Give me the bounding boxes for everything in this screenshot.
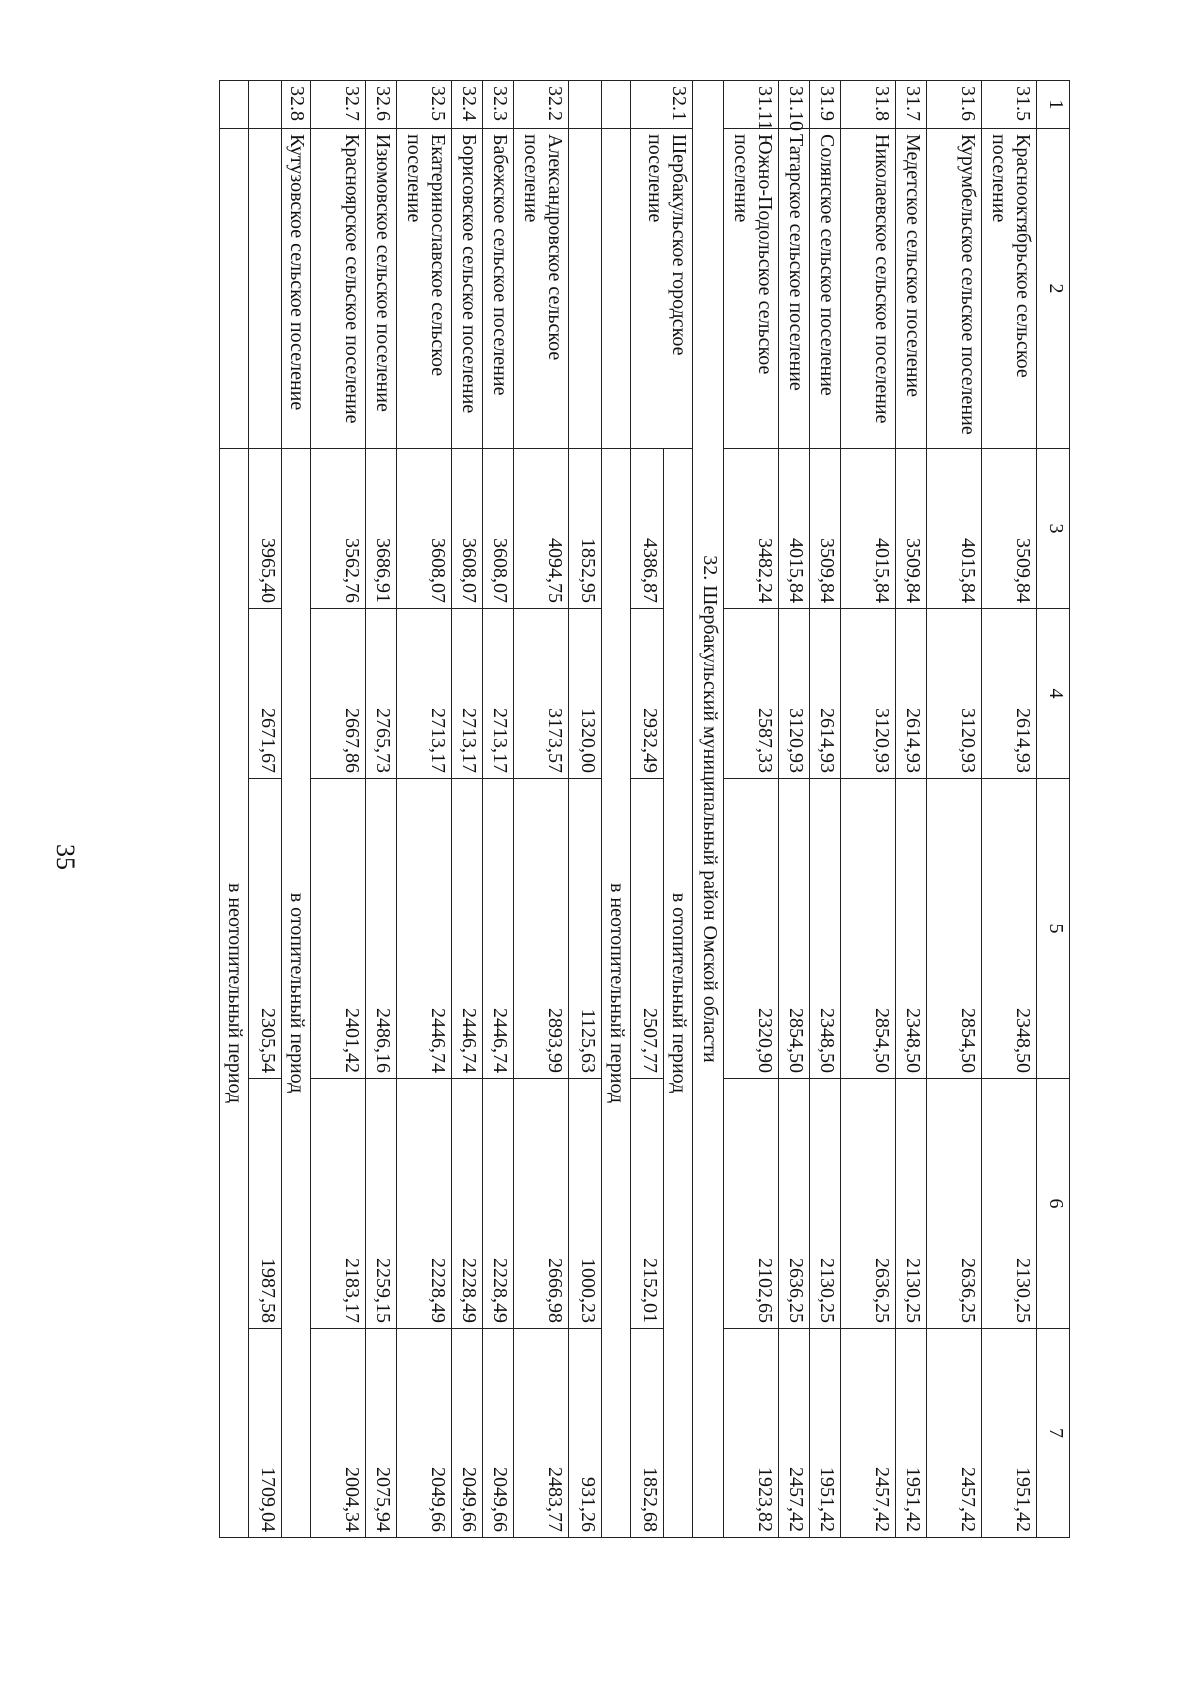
row-name: Краснооктябрьское сельское поселение	[982, 129, 1037, 449]
cell-col7: 2049,66	[483, 1329, 514, 1538]
cell-col6: 2666,98	[514, 1079, 569, 1329]
cell-col4: 2667,86	[311, 609, 366, 779]
cell-col7: 931,26	[569, 1329, 602, 1538]
cell-col6: 2636,25	[927, 1079, 982, 1329]
row-name: Курумбельское сельское поселение	[927, 129, 982, 449]
section-title: 32. Шербакульский муниципальный район Омской области	[693, 81, 724, 1538]
cell-col5: 2305,54	[249, 779, 282, 1079]
row-id: 32.7	[311, 81, 366, 129]
cell-col3: 3509,84	[982, 449, 1037, 609]
cell-col4: 2671,67	[249, 609, 282, 779]
cell-col5: 2446,74	[483, 779, 514, 1079]
header-row	[1037, 81, 1070, 1538]
cell-col3: 4015,84	[927, 449, 982, 609]
period-row	[220, 81, 249, 1538]
cell-col3: 4094,75	[514, 449, 569, 609]
table-row	[896, 81, 927, 1538]
row-id: 31.6	[927, 81, 982, 129]
row-name: Борисовское сельское поселение	[452, 129, 483, 449]
period-row	[664, 81, 693, 1538]
empty-cell	[220, 81, 249, 129]
cell-col3: 3686,91	[366, 449, 397, 609]
cell-col7: 1709,04	[249, 1329, 282, 1538]
cell-col4: 2614,93	[896, 609, 927, 779]
cell-col6: 1987,58	[249, 1079, 282, 1329]
cell-col7: 2004,34	[311, 1329, 366, 1538]
cell-col7: 1951,42	[982, 1329, 1037, 1538]
cell-col3: 3509,84	[896, 449, 927, 609]
row-id: 32.3	[483, 81, 514, 129]
row-id: 32.6	[366, 81, 397, 129]
table-row	[249, 81, 282, 1538]
cell-col6: 2636,25	[779, 1079, 810, 1329]
cell-col4: 3120,93	[927, 609, 982, 779]
header-cell: 4	[1037, 609, 1070, 779]
cell-col6: 1000,23	[569, 1079, 602, 1329]
cell-col4: 2713,17	[397, 609, 452, 779]
row-name: Кутузовское сельское поселение	[282, 129, 311, 449]
header-cell: 6	[1037, 1079, 1070, 1329]
table-row	[397, 81, 452, 1538]
cell-col4: 2713,17	[483, 609, 514, 779]
header-cell: 5	[1037, 779, 1070, 1079]
section-row	[693, 81, 724, 1538]
cell-col4: 1320,00	[569, 609, 602, 779]
row-id: 31.5	[982, 81, 1037, 129]
cell-col3: 4015,84	[779, 449, 810, 609]
row-name: Александровское сельское поселение	[514, 129, 569, 449]
rotated-table-container	[120, 80, 1070, 1537]
cell-col4: 2713,17	[452, 609, 483, 779]
cell-col6: 2130,25	[982, 1079, 1037, 1329]
row-name: Татарское сельское поселение	[779, 129, 810, 449]
cell-col6: 2183,17	[311, 1079, 366, 1329]
table-row	[841, 81, 896, 1538]
empty-cell	[249, 81, 282, 129]
cell-col6: 2102,65	[724, 1079, 779, 1329]
table-row	[311, 81, 366, 1538]
table-row	[810, 81, 841, 1538]
cell-col6: 2636,25	[841, 1079, 896, 1329]
cell-col7: 1923,82	[724, 1329, 779, 1538]
empty-cell	[569, 129, 602, 449]
empty-cell	[602, 129, 631, 449]
cell-col4: 3120,93	[779, 609, 810, 779]
table-row	[366, 81, 397, 1538]
cell-col5: 2486,16	[366, 779, 397, 1079]
cell-col5: 1125,63	[569, 779, 602, 1079]
cell-col5: 2320,90	[724, 779, 779, 1079]
cell-col6: 2228,49	[397, 1079, 452, 1329]
row-id: 31.11	[724, 81, 779, 129]
period-label-non-heating: в неотопительный период	[602, 449, 631, 1538]
row-id: 31.8	[841, 81, 896, 129]
row-name: Екатеринославское сельское поселение	[397, 129, 452, 449]
cell-col7: 2049,66	[397, 1329, 452, 1538]
cell-col3: 1852,95	[569, 449, 602, 609]
cell-col3: 3509,84	[810, 449, 841, 609]
cell-col6: 2228,49	[452, 1079, 483, 1329]
cell-col3: 3965,40	[249, 449, 282, 609]
cell-col4: 2614,93	[810, 609, 841, 779]
cell-col5: 2401,42	[311, 779, 366, 1079]
empty-cell	[569, 81, 602, 129]
cell-col7: 1951,42	[810, 1329, 841, 1538]
cell-col6: 2259,15	[366, 1079, 397, 1329]
empty-cell	[249, 129, 282, 449]
row-id: 32.5	[397, 81, 452, 129]
row-id: 32.8	[282, 81, 311, 129]
cell-col5: 2446,74	[397, 779, 452, 1079]
tariff-table	[219, 80, 1070, 1538]
empty-cell	[220, 129, 249, 449]
row-id: 32.2	[514, 81, 569, 129]
cell-col5: 2446,74	[452, 779, 483, 1079]
cell-col4: 2932,49	[631, 609, 664, 779]
header-cell: 1	[1037, 81, 1070, 129]
period-label-non-heating: в неотопительный период	[220, 449, 249, 1538]
table-row	[927, 81, 982, 1538]
row-id: 31.10	[779, 81, 810, 129]
cell-col4: 2614,93	[982, 609, 1037, 779]
row-name: Красноярское сельское поселение	[311, 129, 366, 449]
row-id: 31.9	[810, 81, 841, 129]
period-row	[282, 81, 311, 1538]
cell-col3: 4015,84	[841, 449, 896, 609]
cell-col5: 2854,50	[927, 779, 982, 1079]
cell-col5: 2893,99	[514, 779, 569, 1079]
table-row	[514, 81, 569, 1538]
table-row	[779, 81, 810, 1538]
table-row	[569, 81, 602, 1538]
cell-col7: 2457,42	[927, 1329, 982, 1538]
header-cell: 2	[1037, 129, 1070, 449]
table-row	[982, 81, 1037, 1538]
header-cell: 7	[1037, 1329, 1070, 1538]
cell-col5: 2854,50	[779, 779, 810, 1079]
row-id: 32.4	[452, 81, 483, 129]
cell-col7: 1951,42	[896, 1329, 927, 1538]
cell-col7: 2457,42	[841, 1329, 896, 1538]
cell-col3: 3608,07	[452, 449, 483, 609]
page-number: 35	[51, 844, 80, 870]
row-name: Николаевское сельское поселение	[841, 129, 896, 449]
empty-cell	[602, 81, 631, 129]
cell-col6: 2130,25	[896, 1079, 927, 1329]
cell-col7: 1852,68	[631, 1329, 664, 1538]
row-name: Солянское сельское поселение	[810, 129, 841, 449]
cell-col4: 3173,57	[514, 609, 569, 779]
cell-col5: 2348,50	[896, 779, 927, 1079]
cell-col3: 3608,07	[483, 449, 514, 609]
cell-col6: 2152,01	[631, 1079, 664, 1329]
cell-col5: 2854,50	[841, 779, 896, 1079]
cell-col5: 2507,77	[631, 779, 664, 1079]
cell-col7: 2049,66	[452, 1329, 483, 1538]
row-name: Южно-Подольское сельское поселение	[724, 129, 779, 449]
table-row	[483, 81, 514, 1538]
cell-col3: 4386,87	[631, 449, 664, 609]
row-id: 32.1	[631, 81, 693, 129]
row-id: 31.7	[896, 81, 927, 129]
cell-col5: 2348,50	[810, 779, 841, 1079]
period-label-heating: в отопительный период	[664, 449, 693, 1538]
period-row	[602, 81, 631, 1538]
cell-col7: 2457,42	[779, 1329, 810, 1538]
cell-col7: 2075,94	[366, 1329, 397, 1538]
table-row	[452, 81, 483, 1538]
cell-col7: 2483,77	[514, 1329, 569, 1538]
row-name: Изюмовское сельское поселение	[366, 129, 397, 449]
period-label-heating: в отопительный период	[282, 449, 311, 1538]
row-name: Бабежское сельское поселение	[483, 129, 514, 449]
cell-col6: 2228,49	[483, 1079, 514, 1329]
table-row	[724, 81, 779, 1538]
cell-col3: 3608,07	[397, 449, 452, 609]
cell-col3: 3482,24	[724, 449, 779, 609]
row-name: Медетское сельское поселение	[896, 129, 927, 449]
cell-col6: 2130,25	[810, 1079, 841, 1329]
cell-col5: 2348,50	[982, 779, 1037, 1079]
cell-col4: 3120,93	[841, 609, 896, 779]
cell-col4: 2587,33	[724, 609, 779, 779]
header-cell: 3	[1037, 449, 1070, 609]
cell-col4: 2765,73	[366, 609, 397, 779]
row-name: Шербакульское городское поселение	[631, 129, 693, 449]
cell-col3: 3562,76	[311, 449, 366, 609]
